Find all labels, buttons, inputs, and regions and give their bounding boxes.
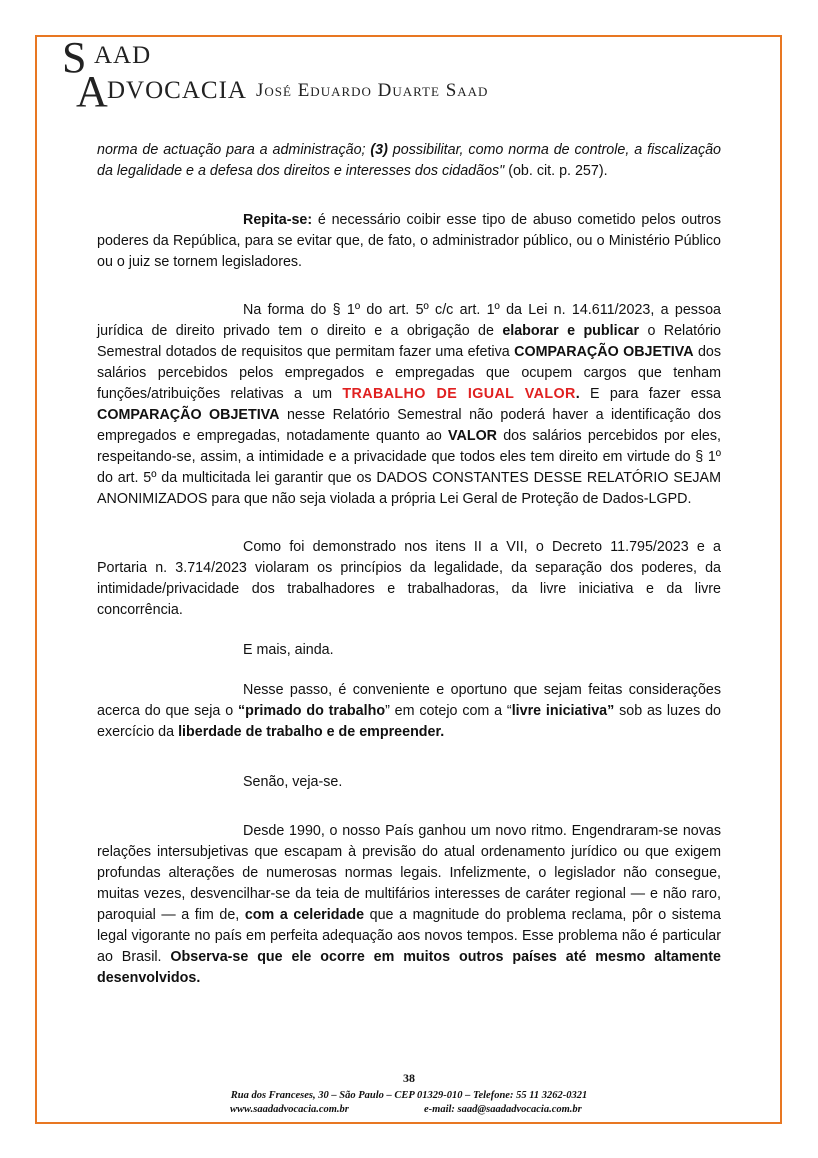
paragraph-quote-end: norma de actuação para a administração; (3) possibilitar, como norma de controle, a fiscalização da legalidade e a defesa dos direitos e interesses dos cidadãos" (ob. cit. p. 257). (97, 142, 721, 179)
logo-letter-s: S (62, 33, 87, 82)
footer-address: Rua dos Franceses, 30 – São Paulo – CEP 01329-010 – Telefone: 55 11 3262-0321 (230, 1090, 588, 1101)
paragraph-e-mais: E mais, ainda. (243, 642, 334, 658)
highlight-trabalho-igual-valor: TRABALHO DE IGUAL VALOR (342, 386, 576, 402)
paragraph-senao: Senão, veja-se. (243, 774, 343, 790)
logo-text-dvocacia: DVOCACIA (107, 77, 247, 104)
logo-text-aad: AAD (94, 42, 152, 69)
paragraph-repita-se: Repita-se: é necessário coibir esse tipo de abuso cometido pelos outros poderes da República, para se evitar que, de fato, o administrador público, ou o Ministério Público ou o juiz se tornem legisladores. (97, 212, 721, 270)
firm-logo (60, 33, 530, 116)
logo-owner-name: José Eduardo Duarte Saad (256, 80, 489, 101)
document-body (97, 140, 721, 989)
paragraph-decreto: Como foi demonstrado nos itens II a VII, o Decreto 11.795/2023 e a Portaria n. 3.714/2023 violaram os princípios da legalidade, da separação dos poderes, da intimidade/privacidade dos trabalhadores e trabalhadoras, da livre iniciativa e da livre concorrência. (97, 539, 721, 618)
page-number: 38 (403, 1071, 415, 1085)
paragraph-desde-1990: Desde 1990, o nosso País ganhou um novo ritmo. Engendraram-se novas relações intersubjetivas que escapam à previsão do atual ordenamento jurídico ou que exigem profundas alterações de numerosas normas legais. Infelizmente, o legislador não consegue, muitas vezes, desvencilhar-se da teia de multifários interesses de caráter regional — e não raro, paroquial — a fim de, com a celeridade que a magnitude do problema reclama, pôr o sistema legal vigorante no país em perfeita adequação aos novos tempos. Esse problema não é particular ao Brasil. Observa-se que ele ocorre em muitos outros países até mesmo altamente desenvolvidos. (97, 823, 721, 986)
footer-email: e-mail: saad@saadadvocacia.com.br (424, 1104, 582, 1115)
logo-letter-a: A (76, 67, 108, 116)
footer-website: www.saadadvocacia.com.br (230, 1104, 349, 1115)
paragraph-primado-trabalho: Nesse passo, é conveniente e oportuno que sejam feitas considerações acerca do que seja o “primado do trabalho” em cotejo com a “livre iniciativa” sob as luzes do exercício da liberdade de trabalho e de empreender. (97, 682, 721, 740)
paragraph-lei-14611: Na forma do § 1º do art. 5º c/c art. 1º da Lei n. 14.611/2023, a pessoa jurídica de direito privado tem o direito e a obrigação de elaborar e publicar o Relatório Semestral dotados de requisitos que permitam fazer uma efetiva COMPARAÇÃO OBJETIVA dos salários percebidos pelos empregados e empregadas que ocupem cargos que tenham funções/atribuições relativas a um TRABALHO DE IGUAL VALOR. E para fazer essa COMPARAÇÃO OBJETIVA nesse Relatório Semestral não poderá haver a identificação dos empregados e empregadas, notadamente quanto ao VALOR dos salários percebidos por eles, respeitando-se, assim, a intimidade e a privacidade que todos eles tem direito em virtude do § 1º do art. 5º da multicitada lei garantir que os DADOS CONSTANTES DESSE RELATÓRIO SEJAM ANONIMIZADOS para que não seja violada a própria Lei Geral de Proteção de Dados-LGPD. (97, 302, 722, 507)
